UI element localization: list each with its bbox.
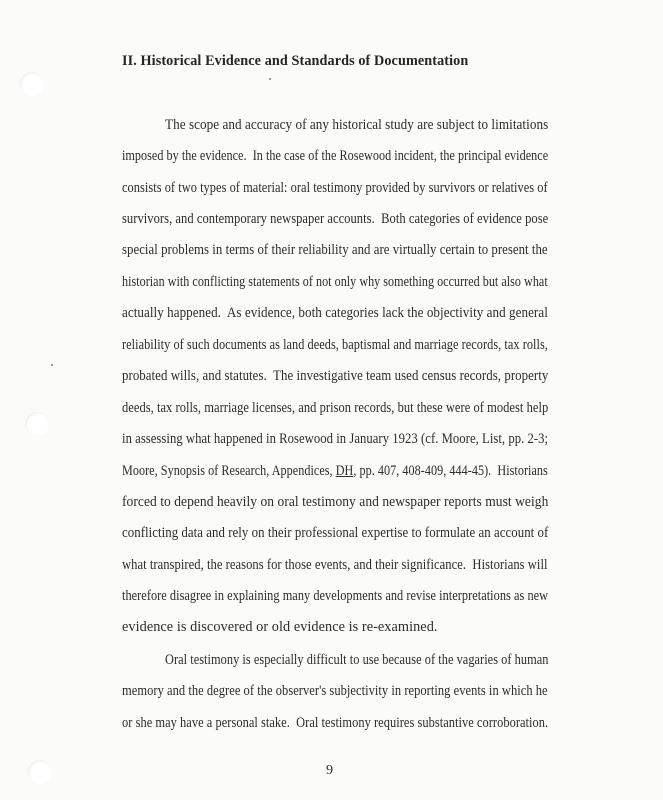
- text-line: The scope and accuracy of any historical study are subject to limitations: [165, 117, 549, 133]
- punch-hole: [28, 760, 52, 784]
- text-line: Oral testimony is especially difficult to use because of the vagaries of human: [165, 652, 549, 668]
- text-line: conflicting data and rely on their professional expertise to formulate an account of: [122, 525, 549, 541]
- text-line: evidence is discovered or old evidence is re-examined.: [122, 619, 438, 635]
- text-line: therefore disagree in explaining many developments and revise interpretations as new: [122, 588, 549, 604]
- underlined-abbreviation: DH: [335, 463, 354, 479]
- text-line: actually happened. As evidence, both categories lack the objectivity and general: [122, 305, 548, 321]
- text-line: what transpired, the reasons for those events, and their significance. Historians will: [122, 557, 548, 573]
- text-line: probated wills, and statutes. The investigative team used census records, property: [122, 368, 549, 384]
- section-heading: II. Historical Evidence and Standards of Documentation: [122, 53, 469, 69]
- text-line: special problems in terms of their reliability and are virtually certain to present the: [122, 242, 548, 258]
- text-line: imposed by the evidence. In the case of the Rosewood incident, the principal evidence: [122, 148, 549, 164]
- text-line-citation: [122, 463, 548, 480]
- text-line: historian with conflicting statements of not only why something occurred but also what: [122, 274, 548, 290]
- text-line: reliability of such documents as land deeds, baptismal and marriage records, tax rolls,: [122, 337, 548, 353]
- text-line: consists of two types of material: oral testimony provided by survivors or relatives of: [122, 180, 548, 196]
- text-line: or she may have a personal stake. Oral testimony requires substantive corroboration.: [122, 715, 549, 731]
- text-line: survivors, and contemporary newspaper accounts. Both categories of evidence pose: [122, 211, 549, 227]
- text-segment: Moore, Synopsis of Research, Appendices,: [122, 463, 336, 479]
- text-line: forced to depend heavily on oral testimony and newspaper reports must weigh: [122, 494, 549, 510]
- scan-speck: [269, 78, 271, 80]
- text-segment: , pp. 407, 408-409, 444-45). Historians: [353, 463, 548, 479]
- page-number: 9: [326, 763, 333, 778]
- text-line: deeds, tax rolls, marriage licenses, and prison records, but these were of modest help: [122, 400, 549, 416]
- text-line: memory and the degree of the observer's subjectivity in reporting events in which he: [122, 683, 548, 699]
- text-line: in assessing what happened in Rosewood in January 1923 (cf. Moore, List, pp. 2-3;: [122, 431, 549, 447]
- punch-hole: [25, 412, 49, 436]
- scan-speck: [51, 364, 53, 366]
- punch-hole: [20, 72, 44, 96]
